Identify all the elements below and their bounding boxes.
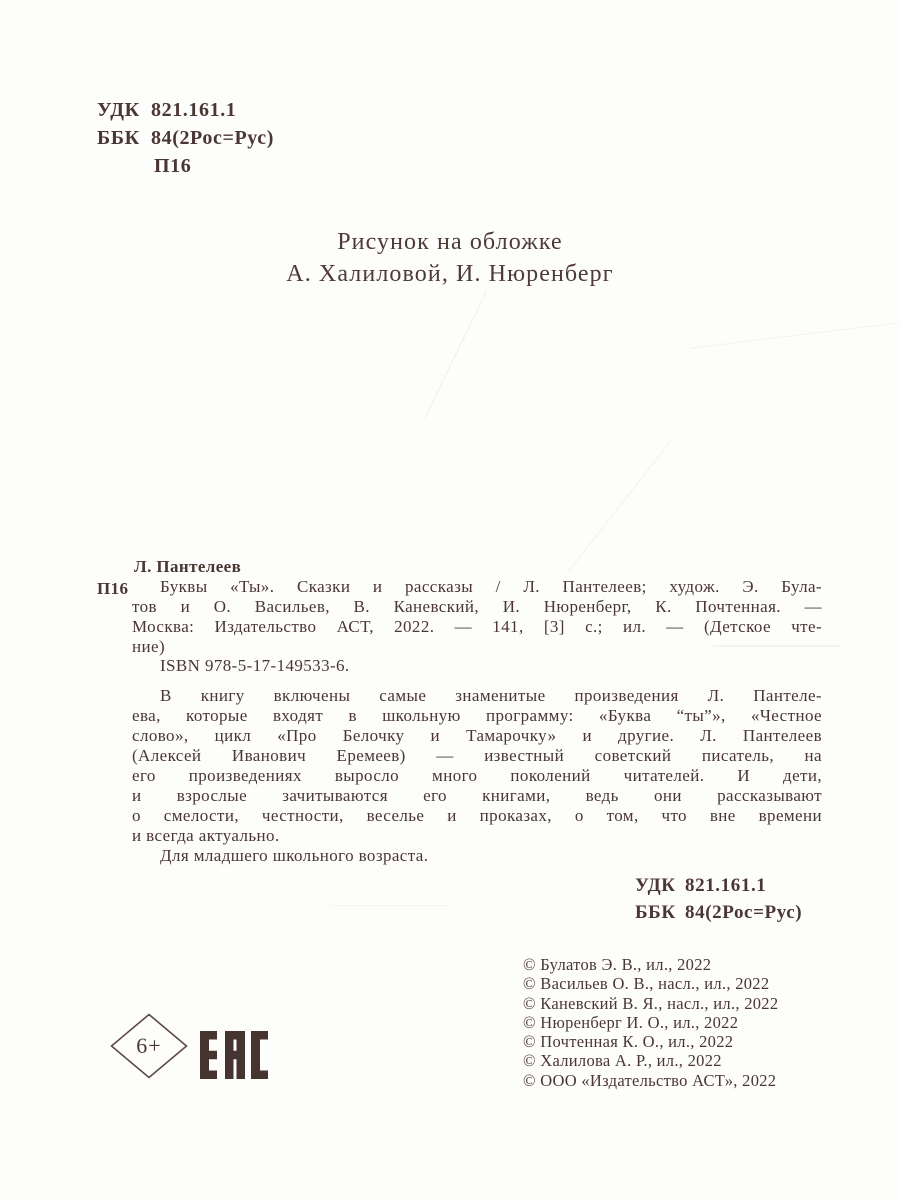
bbk-value: 84(2Рос=Рус): [685, 902, 803, 923]
catalog-line: ние): [132, 637, 166, 656]
cover-credit-line2: А. Халиловой, И. Нюренберг: [286, 261, 614, 287]
catalog-card-code: П16: [97, 579, 129, 598]
annotation-line: В книгу включены самые знаменитые произведения Л. Пантеле-: [160, 686, 822, 705]
udk-label: УДК: [97, 99, 140, 121]
catalog-card: [132, 557, 822, 657]
udk-label: УДК: [635, 875, 676, 896]
age-rating-badge: [110, 1013, 188, 1079]
bbk-label: ББК: [97, 127, 140, 149]
annotation: [132, 686, 822, 866]
catalog-line: Москва: Издательство АСТ, 2022. — 141, [3] с.; ил. — (Детское чте-: [132, 617, 822, 636]
annotation-line: о смелости, честности, веселье и проказах, о том, что вне времени: [132, 806, 822, 825]
copyright-line: © Булатов Э. В., ил., 2022: [523, 955, 712, 974]
annotation-line: его произведениях выросло много поколений читателей. И дети,: [132, 766, 822, 785]
udk-bbk-block: [97, 96, 274, 180]
cover-credit-line1: Рисунок на обложке: [337, 229, 563, 255]
copyright-line: © ООО «Издательство АСТ», 2022: [523, 1070, 777, 1090]
annotation-line: и взрослые зачитываются его книгами, ведь они рассказывают: [132, 786, 822, 805]
copyright-line: © Каневский В. Я., насл., ил., 2022: [523, 993, 779, 1013]
annotation-line: (Алексей Иванович Еремеев) — известный советский писатель, на: [132, 746, 822, 765]
catalog-line: Буквы «Ты». Сказки и рассказы / Л. Пантелеев; худож. Э. Була-: [160, 577, 822, 596]
audience-note: Для младшего школьного возраста.: [160, 846, 429, 865]
bbk-line: [635, 899, 802, 926]
udk-line: [97, 96, 274, 124]
copyright-line: © Почтенная К. О., ил., 2022: [523, 1032, 734, 1052]
udk-value: 821.161.1: [685, 875, 767, 896]
scan-crease: [568, 438, 673, 573]
udk-line: [635, 872, 802, 899]
catalog-author: Л. Пантелеев: [134, 557, 242, 576]
copyright-line: © Халилова А. Р., ил., 2022: [523, 1051, 722, 1071]
isbn-line: ISBN 978-5-17-149533-6.: [160, 656, 350, 675]
bbk-line: [97, 124, 274, 152]
eac-logo-icon: [200, 1031, 268, 1079]
scan-crease: [330, 905, 450, 906]
udk-value: 821.161.1: [151, 99, 237, 121]
copyright-line: © Васильев О. В., насл., ил., 2022: [523, 974, 770, 994]
bbk-label: ББК: [635, 902, 676, 923]
author-sign-code: П16: [154, 155, 192, 177]
annotation-line: ева, которые входят в школьную программу: «Буква “ты”», «Честное: [132, 706, 822, 725]
annotation-line: и всегда актуально.: [132, 826, 280, 845]
catalog-line: тов и О. Васильев, В. Каневский, И. Нюренберг, К. Почтенная. —: [132, 597, 822, 616]
scan-crease: [424, 292, 486, 418]
bbk-value: 84(2Рос=Рус): [151, 127, 274, 149]
scan-crease: [691, 322, 900, 349]
cover-credit: [0, 226, 900, 290]
annotation-line: слово», цикл «Про Белочку и Тамарочку» и другие. Л. Пантелеев: [132, 726, 822, 745]
age-rating-value: 6+: [136, 1033, 162, 1058]
copyright-line: © Нюренберг И. О., ил., 2022: [523, 1012, 739, 1032]
eac-mark-icon: [200, 1031, 268, 1079]
copyright-list: [523, 955, 778, 1090]
udk-bbk-block-bottom: [635, 872, 802, 926]
